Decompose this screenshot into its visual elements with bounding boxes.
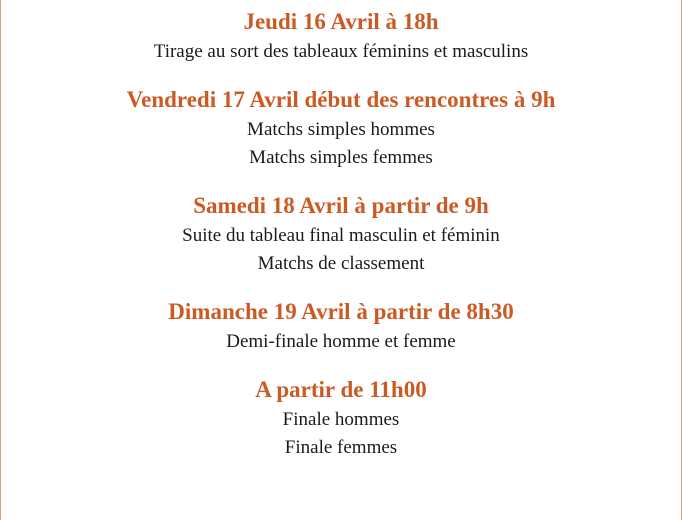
schedule-line: Demi-finale homme et femme: [226, 331, 456, 352]
schedule-line: Finale hommes: [282, 409, 400, 430]
schedule-line: Suite du tableau final masculin et féminin: [182, 225, 500, 246]
schedule-heading: A partir de 11h00: [255, 377, 427, 402]
schedule-block-sunday: [1, 296, 681, 356]
event-schedule: [1, 6, 681, 462]
schedule-heading: Dimanche 19 Avril à partir de 8h30: [168, 299, 514, 324]
schedule-block-finals: [1, 374, 681, 462]
schedule-block-thursday: [1, 6, 681, 66]
schedule-heading: Jeudi 16 Avril à 18h: [243, 9, 439, 34]
schedule-line: Matchs simples femmes: [249, 147, 433, 168]
schedule-block-friday: [1, 84, 681, 172]
schedule-heading: Vendredi 17 Avril début des rencontres à 9h: [126, 87, 556, 112]
schedule-line: Matchs de classement: [257, 253, 425, 274]
schedule-line: Finale femmes: [284, 437, 398, 458]
schedule-line: Matchs simples hommes: [247, 119, 435, 140]
schedule-block-saturday: [1, 190, 681, 278]
schedule-heading: Samedi 18 Avril à partir de 9h: [193, 193, 489, 218]
schedule-line: Tirage au sort des tableaux féminins et masculins: [153, 41, 529, 62]
